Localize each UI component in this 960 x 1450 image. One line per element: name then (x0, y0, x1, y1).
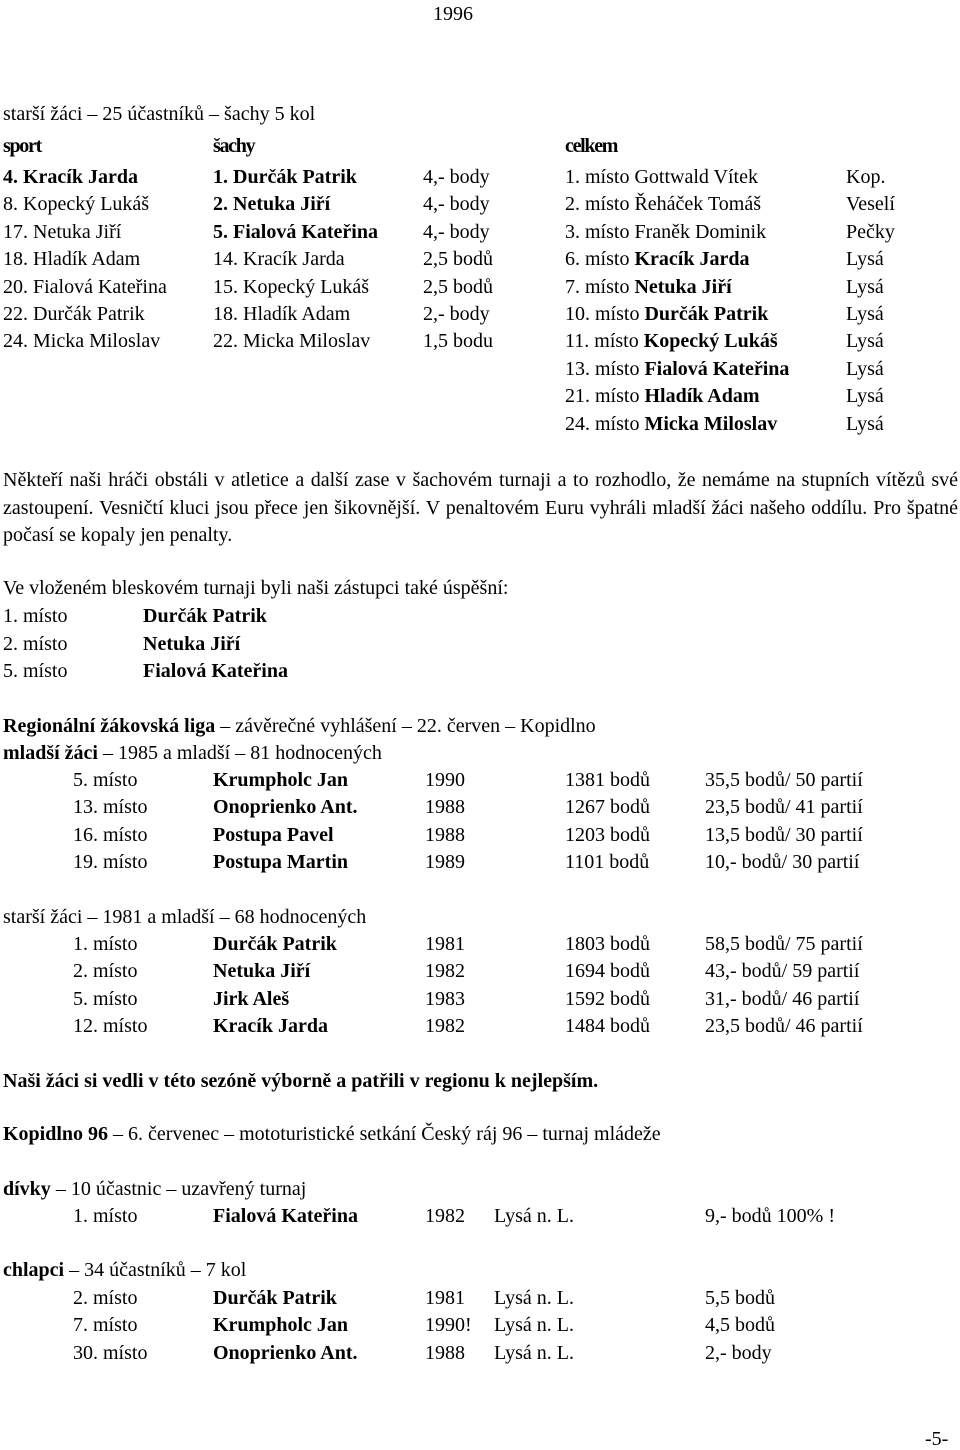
section-title: starší žáci – 25 účastníků – šachy 5 kol (3, 103, 316, 125)
kopidlno-place: 2. místo (73, 1287, 138, 1309)
chess-player: 22. Micka Miloslav (213, 330, 371, 353)
league-place: 12. místo (73, 1015, 148, 1038)
overall-club: Veselí (846, 193, 895, 216)
chess-player: 5. Fialová Kateřina (213, 220, 378, 243)
league-year: 1988 (425, 823, 465, 846)
overall-place: 6. místo (565, 248, 635, 271)
overall-result (565, 247, 749, 271)
boys-category (3, 1258, 246, 1282)
blitz-intro: Ve vloženém bleskovém turnaji byli naši zástupci také úspěšní: (3, 577, 509, 599)
kopidlno-title (3, 1122, 661, 1146)
league-place: 16. místo (73, 823, 148, 846)
league-ratio: 58,5 bodů/ 75 partií (705, 933, 863, 955)
overall-name: Hladík Adam (644, 385, 760, 408)
kopidlno-place: 1. místo (73, 1205, 138, 1227)
league-points: 1203 bodů (565, 823, 650, 846)
sport-result: 4. Kracík Jarda (3, 166, 138, 188)
overall-name: Franěk Dominik (634, 220, 767, 243)
league-points: 1694 bodů (565, 960, 650, 983)
kopidlno-player: Krumpholc Jan (213, 1314, 349, 1337)
junior-label: mladší žáci (3, 742, 98, 764)
kopidlno-name: Kopidlno 96 (3, 1123, 109, 1145)
overall-club: Lysá (846, 330, 884, 353)
league-ratio: 10,- bodů/ 30 partií (705, 851, 860, 874)
chess-player: 1. Durčák Patrik (213, 166, 357, 188)
overall-name: Micka Miloslav (644, 412, 778, 435)
overall-place: 24. místo (565, 412, 645, 435)
league-place: 5. místo (73, 769, 138, 791)
kopidlno-club: Lysá n. L. (494, 1341, 574, 1364)
overall-place: 3. místo (565, 220, 635, 243)
kopidlno-result: 5,5 bodů (705, 1287, 775, 1309)
kopidlno-club: Lysá n. L. (494, 1205, 574, 1227)
league-name-cell: Durčák Patrik (213, 933, 337, 955)
kopidlno-player: Fialová Kateřina (213, 1205, 358, 1227)
league-points: 1267 bodů (565, 796, 650, 819)
overall-name: Netuka Jiří (634, 275, 732, 298)
league-name-cell: Onoprienko Ant. (213, 796, 358, 819)
overall-place: 21. místo (565, 385, 645, 408)
league-points: 1484 bodů (565, 1015, 650, 1038)
league-year: 1981 (425, 933, 465, 955)
league-ratio: 23,5 bodů/ 46 partií (705, 1015, 863, 1038)
chess-player: 15. Kopecký Lukáš (213, 275, 370, 298)
overall-result (565, 275, 732, 299)
league-name-cell: Krumpholc Jan (213, 769, 349, 791)
column-header-sport: sport (3, 135, 41, 157)
chess-points: 4,- body (423, 166, 490, 188)
overall-result (565, 329, 778, 353)
overall-club: Lysá (846, 248, 884, 271)
league-place: 5. místo (73, 987, 138, 1010)
chess-points: 2,5 bodů (423, 275, 493, 298)
league-name-cell: Netuka Jiří (213, 960, 311, 983)
sport-result: 18. Hladík Adam (3, 248, 141, 271)
kopidlno-result: 9,- bodů 100% ! (705, 1205, 835, 1227)
chess-player: 14. Kracík Jarda (213, 248, 345, 271)
chess-points: 4,- body (423, 193, 490, 216)
league-name-cell: Postupa Pavel (213, 823, 334, 846)
league-place: 2. místo (73, 960, 138, 983)
kopidlno-player: Onoprienko Ant. (213, 1341, 358, 1364)
blitz-name: Durčák Patrik (143, 605, 267, 627)
league-year: 1983 (425, 987, 465, 1010)
junior-category (3, 741, 382, 765)
overall-club: Kop. (846, 166, 886, 188)
page-number-header: 1996 (433, 3, 473, 25)
overall-name: Řeháček Tomáš (634, 193, 761, 216)
overall-club: Pečky (846, 220, 895, 243)
column-header-celkem: celkem (565, 135, 618, 157)
league-ratio: 13,5 bodů/ 30 partií (705, 823, 863, 846)
page-number-footer: -5- (925, 1428, 949, 1450)
league-year: 1982 (425, 960, 465, 983)
overall-place: 10. místo (565, 303, 645, 325)
overall-result (565, 220, 766, 244)
blitz-place: 2. místo (3, 632, 68, 655)
chess-points: 4,- body (423, 220, 490, 243)
league-name: Regionální žákovská liga (3, 715, 216, 737)
chess-player: 18. Hladík Adam (213, 303, 351, 325)
league-title (3, 714, 596, 738)
league-details: – závěrečné vyhlášení – 22. červen – Kopidlno (215, 715, 596, 737)
boys-label: chlapci (3, 1259, 65, 1281)
kopidlno-club: Lysá n. L. (494, 1314, 574, 1337)
girls-category (3, 1177, 306, 1201)
kopidlno-result: 4,5 bodů (705, 1314, 775, 1337)
overall-name: Kopecký Lukáš (643, 330, 778, 353)
overall-place: 13. místo (565, 357, 645, 380)
kopidlno-year: 1981 (425, 1287, 465, 1309)
league-year: 1982 (425, 1015, 465, 1038)
column-header-sachy: šachy (213, 135, 255, 157)
overall-name: Durčák Patrik (644, 303, 769, 325)
overall-club: Lysá (846, 385, 884, 408)
league-summary: Naši žáci si vedli v této sezóně výborně a patřili v regionu k nejlepším. (3, 1070, 599, 1092)
sport-result: 8. Kopecký Lukáš (3, 193, 150, 216)
report-paragraph: Někteří naši hráči obstáli v atletice a další zase v šachovém turnaji a to rozhodlo, že nemáme na stupních vítězů své zastoupení. Vesničtí kluci jsou přece jen šikovnější. V penaltovém Euru vyhráli mladší žáci našeho oddílu. Pro špatné počasí se kopaly jen penalty. (3, 469, 958, 546)
overall-result (565, 412, 777, 436)
league-place: 13. místo (73, 796, 148, 819)
league-ratio: 23,5 bodů/ 41 partií (705, 796, 863, 819)
league-points: 1381 bodů (565, 769, 650, 791)
overall-place: 1. místo (565, 166, 635, 188)
kopidlno-year: 1982 (425, 1205, 465, 1227)
overall-result (565, 165, 758, 189)
kopidlno-player: Durčák Patrik (213, 1287, 337, 1309)
overall-club: Lysá (846, 303, 884, 325)
league-points: 1803 bodů (565, 933, 650, 955)
kopidlno-details: – 6. červenec – mototuristické setkání Český ráj 96 – turnaj mládeže (108, 1123, 661, 1145)
sport-result: 22. Durčák Patrik (3, 303, 145, 325)
chess-player: 2. Netuka Jiří (213, 193, 331, 216)
sport-result: 20. Fialová Kateřina (3, 275, 167, 298)
league-ratio: 43,- bodů/ 59 partií (705, 960, 860, 983)
kopidlno-place: 30. místo (73, 1341, 148, 1364)
blitz-place: 1. místo (3, 605, 68, 627)
league-points: 1592 bodů (565, 987, 650, 1010)
sport-result: 17. Netuka Jiří (3, 220, 122, 243)
overall-place: 7. místo (565, 275, 635, 298)
blitz-place: 5. místo (3, 660, 68, 682)
kopidlno-place: 7. místo (73, 1314, 138, 1337)
overall-name: Fialová Kateřina (644, 357, 790, 380)
blitz-name: Fialová Kateřina (143, 660, 288, 682)
overall-club: Lysá (846, 357, 884, 380)
league-place: 19. místo (73, 851, 148, 874)
overall-club: Lysá (846, 412, 884, 435)
league-points: 1101 bodů (565, 851, 650, 874)
overall-name: Kracík Jarda (634, 248, 750, 271)
overall-result (565, 302, 768, 326)
chess-points: 2,- body (423, 303, 490, 325)
kopidlno-club: Lysá n. L. (494, 1287, 574, 1309)
girls-label: dívky (3, 1178, 51, 1200)
league-ratio: 35,5 bodů/ 50 partií (705, 769, 863, 791)
overall-place: 11. místo (565, 330, 644, 353)
league-year: 1989 (425, 851, 465, 874)
league-place: 1. místo (73, 933, 138, 955)
league-year: 1990 (425, 769, 465, 791)
kopidlno-year: 1990! (425, 1314, 472, 1337)
league-year: 1988 (425, 796, 465, 819)
league-name-cell: Postupa Martin (213, 851, 348, 874)
chess-points: 1,5 bodu (423, 330, 493, 353)
overall-result (565, 192, 761, 216)
boys-details: – 34 účastníků – 7 kol (64, 1259, 247, 1281)
girls-details: – 10 účastnic – uzavřený turnaj (50, 1178, 307, 1200)
chess-points: 2,5 bodů (423, 248, 493, 271)
overall-result (565, 384, 760, 408)
kopidlno-result: 2,- body (705, 1341, 772, 1364)
senior-category: starší žáci – 1981 a mladší – 68 hodnocených (3, 906, 367, 928)
overall-club: Lysá (846, 275, 884, 298)
kopidlno-year: 1988 (425, 1341, 465, 1364)
league-ratio: 31,- bodů/ 46 partií (705, 987, 860, 1010)
overall-result (565, 357, 789, 381)
league-name-cell: Jirk Aleš (213, 987, 290, 1010)
league-name-cell: Kracík Jarda (213, 1015, 328, 1038)
overall-place: 2. místo (565, 193, 635, 216)
overall-name: Gottwald Vítek (634, 166, 758, 188)
junior-details: – 1985 a mladší – 81 hodnocených (98, 742, 382, 764)
blitz-name: Netuka Jiří (143, 632, 241, 655)
sport-result: 24. Micka Miloslav (3, 330, 161, 353)
